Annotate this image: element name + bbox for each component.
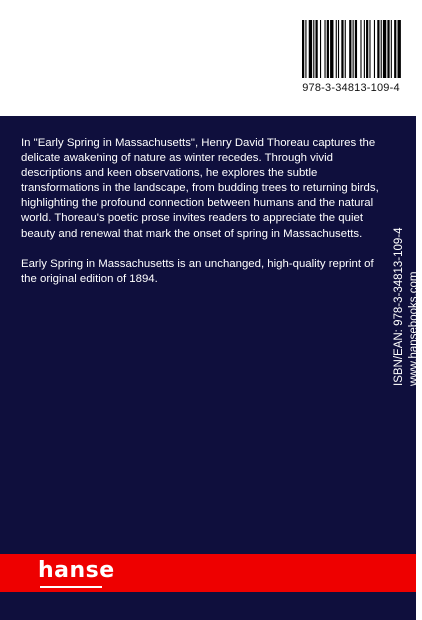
book-description bbox=[21, 136, 387, 302]
isbn-text: ISBN/EAN: 978-3-34813-109-4 bbox=[393, 227, 405, 386]
bottom-band bbox=[0, 592, 416, 620]
spine-side-text bbox=[392, 227, 422, 386]
back-cover-panel bbox=[0, 116, 420, 554]
top-white-band bbox=[0, 0, 416, 116]
description-paragraph: In "Early Spring in Massachusetts", Henry David Thoreau captures the delicate awakening of nature as winter recedes. Through vivid descriptions and keen observations, he explores the subtle transformations in the landscape, from budding trees to returning birds, highlighting the profound connection between humans and the natural world. Thoreau's poetic prose invites readers to appreciate the quiet beauty and renewal that mark the onset of spring in Massachusetts. bbox=[21, 137, 379, 240]
description-paragraph: Early Spring in Massachusetts is an unchanged, high-quality reprint of the original edition of 1894. bbox=[21, 257, 374, 285]
barcode-icon bbox=[302, 20, 402, 78]
barcode bbox=[296, 18, 406, 96]
barcode-number: 978-3-34813-109-4 bbox=[302, 82, 400, 94]
logo-underline bbox=[40, 586, 102, 588]
website-text: www.hansebooks.com bbox=[408, 271, 420, 386]
hanse-logo: hanse bbox=[38, 558, 115, 583]
publisher-band bbox=[0, 554, 416, 592]
